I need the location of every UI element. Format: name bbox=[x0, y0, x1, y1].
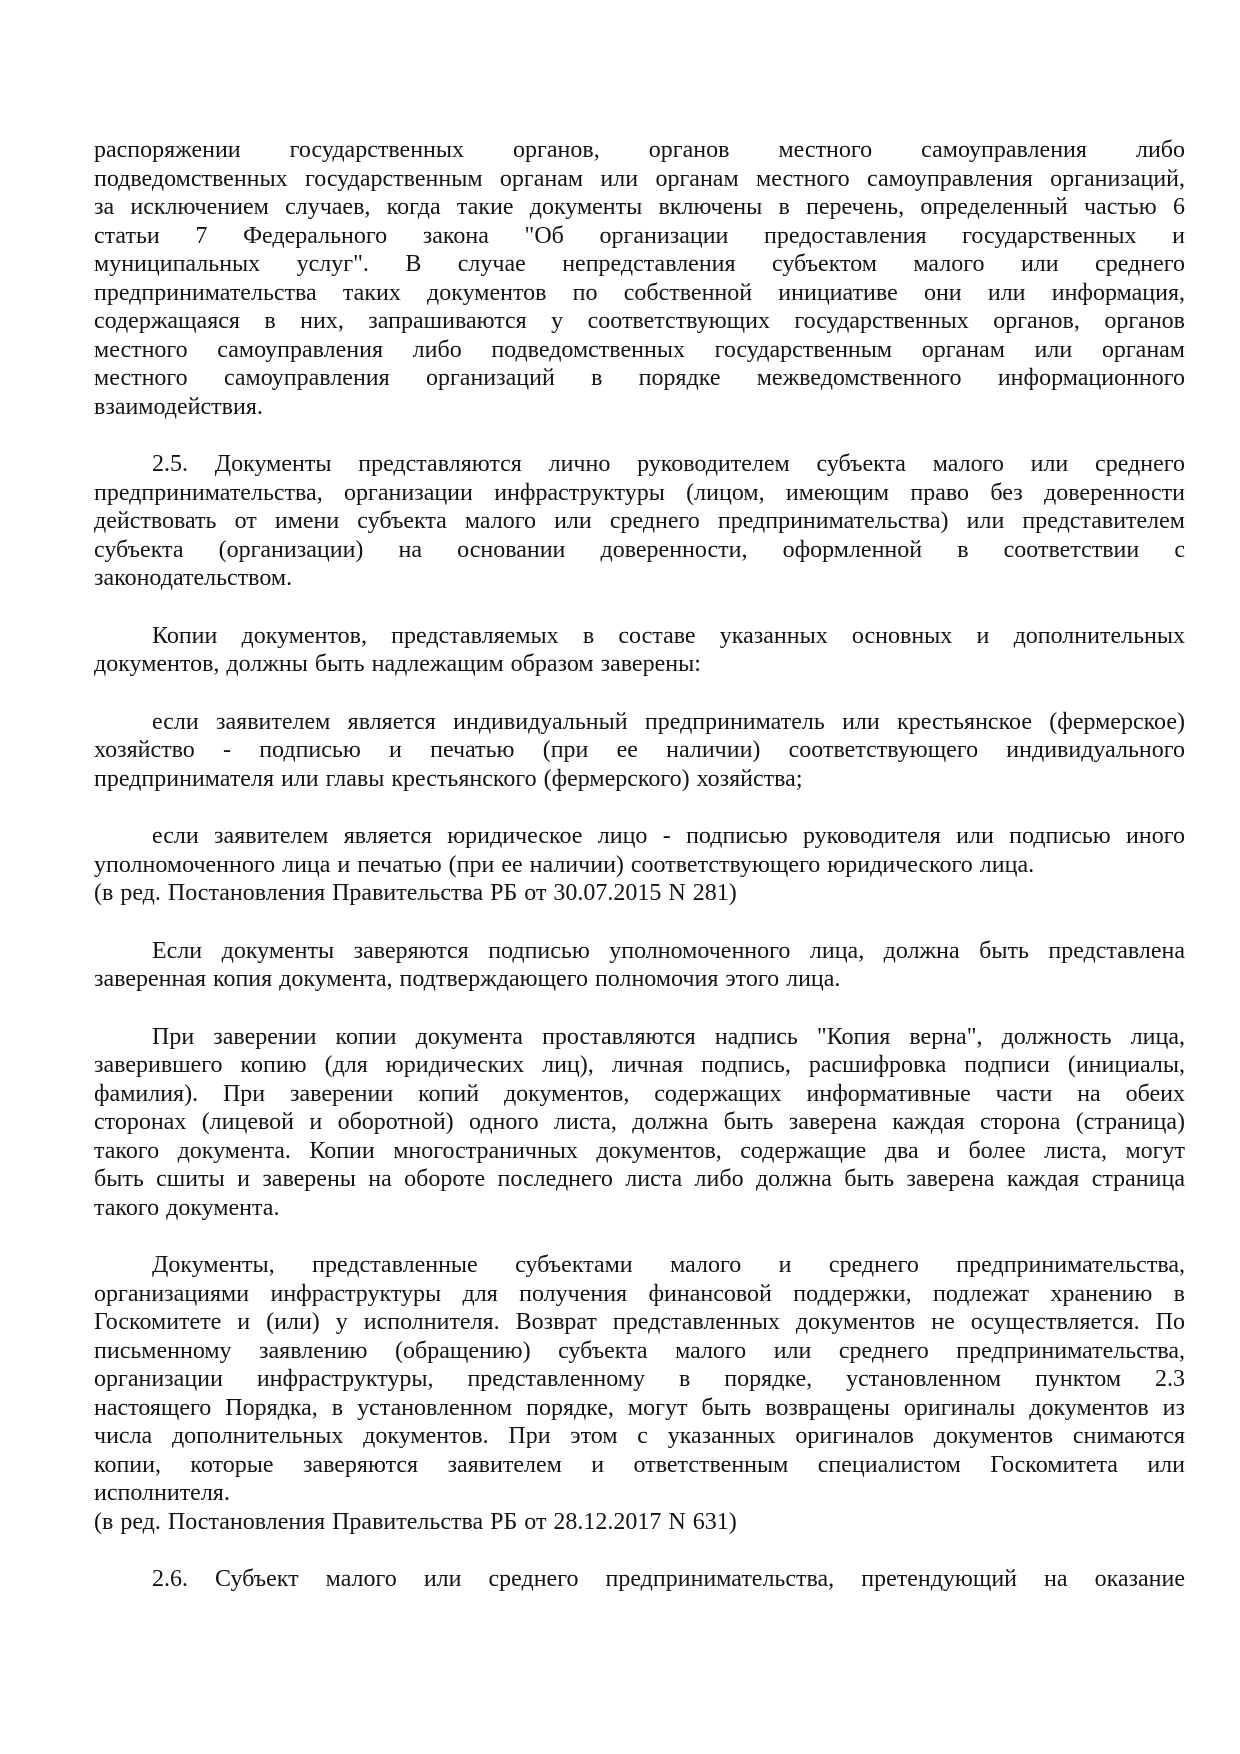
text-line: местного самоуправления либо подведомственных государственным органам или органам bbox=[94, 336, 1185, 363]
text-line: предпринимателя или главы крестьянского (фермерского) хозяйства; bbox=[94, 765, 803, 792]
paragraph-certified-copy bbox=[94, 937, 1185, 994]
paragraph-certification-rules bbox=[94, 1023, 1185, 1223]
text-line: если заявителем является юридическое лицо - подписью руководителя или подписью иного bbox=[152, 823, 1185, 849]
text-line: за исключением случаев, когда такие документы включены в перечень, определенный частью 6 bbox=[94, 194, 1185, 220]
amendment-line: (в ред. Постановления Правительства РБ от 30.07.2015 N 281) bbox=[94, 880, 737, 906]
text-line: исполнителя. bbox=[94, 1480, 230, 1506]
paragraph-copies bbox=[94, 622, 1185, 679]
text-line: 2.6. Субъект малого или среднего предпринимательства, претендующий на оказание bbox=[152, 1566, 1185, 1592]
text-line: быть сшиты и заверены на обороте последнего листа либо должна быть заверена каждая страница bbox=[94, 1166, 1185, 1192]
text-line: Копии документов, представляемых в составе указанных основных и дополнительных bbox=[152, 622, 1185, 649]
paragraph-storage bbox=[94, 1251, 1185, 1508]
text-line: копии, которые заверяются заявителем и ответственным специалистом Госкомитета или bbox=[94, 1451, 1185, 1478]
paragraph-2-6 bbox=[94, 1565, 1185, 1594]
text-line: взаимодействия. bbox=[94, 393, 263, 420]
text-line: сторонах (лицевой и оборотной) одного листа, должна быть заверена каждая сторона (страница) bbox=[94, 1109, 1185, 1135]
text-line: содержащаяся в них, запрашиваются у соответствующих государственных органов, органов bbox=[94, 308, 1185, 334]
text-line: Если документы заверяются подписью уполномоченного лица, должна быть представлена bbox=[152, 937, 1185, 964]
amendment-line: (в ред. Постановления Правительства РБ от 28.12.2017 N 631) bbox=[94, 1508, 737, 1535]
text-line: муниципальных услуг". В случае непредставления субъектом малого или среднего bbox=[94, 251, 1185, 277]
text-line: субъекта (организации) на основании доверенности, оформленной в соответствии с bbox=[94, 536, 1185, 563]
paragraph-2-5 bbox=[94, 450, 1185, 593]
amendment-note-631 bbox=[94, 1508, 1185, 1537]
text-line: действовать от имени субъекта малого или среднего предпринимательства) или представителем bbox=[94, 508, 1185, 534]
text-line: организациями инфраструктуры для получения финансовой поддержки, подлежат хранению в bbox=[94, 1280, 1185, 1307]
text-line: местного самоуправления организаций в порядке межведомственного информационного bbox=[94, 365, 1185, 391]
text-line: такого документа. Копии многостраничных документов, содержащие два и более листа, могут bbox=[94, 1137, 1185, 1164]
text-line: хозяйство - подписью и печатью (при ее наличии) соответствующего индивидуального bbox=[94, 737, 1185, 763]
document-text bbox=[94, 136, 1185, 1594]
text-line: если заявителем является индивидуальный предприниматель или крестьянское (фермерское) bbox=[152, 708, 1185, 735]
text-line: распоряжении государственных органов, органов местного самоуправления либо bbox=[94, 137, 1185, 163]
paragraph-individual-entrepreneur bbox=[94, 708, 1185, 794]
text-line: При заверении копии документа проставляются надпись "Копия верна", должность лица, bbox=[152, 1023, 1185, 1050]
paragraph-continuation bbox=[94, 136, 1185, 421]
paragraph-legal-entity bbox=[94, 822, 1185, 879]
text-line: документов, должны быть надлежащим образом заверены: bbox=[94, 651, 701, 677]
text-line: числа дополнительных документов. При этом с указанных оригиналов документов снимаются bbox=[94, 1423, 1185, 1449]
text-line: подведомственных государственным органам или органам местного самоуправления организаций, bbox=[94, 165, 1185, 192]
text-line: 2.5. Документы представляются лично руководителем субъекта малого или среднего bbox=[152, 451, 1185, 477]
text-line: организации инфраструктуры, представленному в порядке, установленном пунктом 2.3 bbox=[94, 1366, 1185, 1392]
text-line: Документы, представленные субъектами малого и среднего предпринимательства, bbox=[152, 1252, 1185, 1278]
text-line: такого документа. bbox=[94, 1194, 280, 1221]
text-line: настоящего Порядка, в установленном порядке, могут быть возвращены оригиналы документов из bbox=[94, 1394, 1185, 1421]
text-line: статьи 7 Федерального закона "Об организации предоставления государственных и bbox=[94, 222, 1185, 249]
text-line: заверившего копию (для юридических лиц), личная подпись, расшифровка подписи (инициалы, bbox=[94, 1052, 1185, 1078]
text-line: заверенная копия документа, подтверждающего полномочия этого лица. bbox=[94, 966, 841, 992]
text-line: фамилия). При заверении копий документов, содержащих информативные части на обеих bbox=[94, 1080, 1185, 1107]
text-line: уполномоченного лица и печатью (при ее наличии) соответствующего юридического лица. bbox=[94, 851, 1035, 878]
text-line: предпринимательства, организации инфраструктуры (лицом, имеющим право без доверенности bbox=[94, 479, 1185, 506]
text-line: законодательством. bbox=[94, 565, 293, 591]
text-line: Госкомитете и (или) у исполнителя. Возврат представленных документов не осуществляется. По bbox=[94, 1309, 1185, 1335]
text-line: письменному заявлению (обращению) субъекта малого или среднего предпринимательства, bbox=[94, 1337, 1185, 1364]
amendment-note-281 bbox=[94, 879, 1185, 908]
text-line: предпринимательства таких документов по собственной инициативе они или информация, bbox=[94, 279, 1185, 306]
